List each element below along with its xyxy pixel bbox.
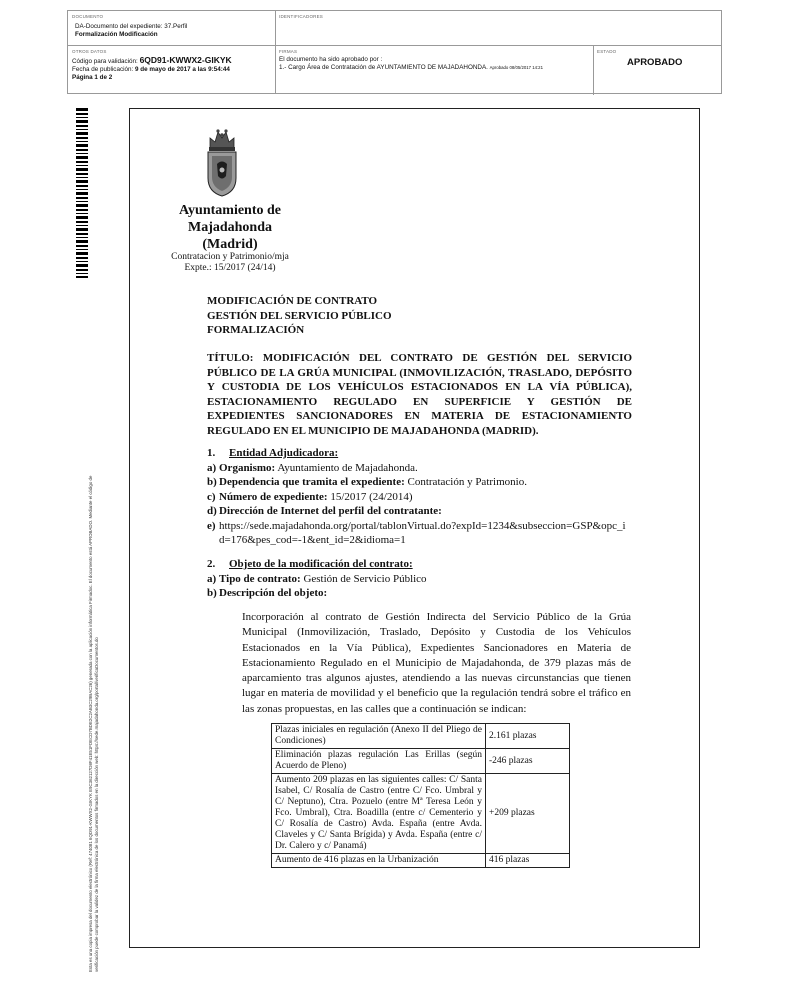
section-entidad-adjudicadora — [207, 446, 632, 548]
header-col-divider-estado — [593, 45, 594, 95]
table-cell-value: +209 plazas — [486, 774, 570, 854]
documento-cell — [72, 14, 187, 39]
barcode-image — [76, 108, 88, 278]
section-objeto-modificacion — [207, 557, 632, 601]
otros-datos-cell — [72, 49, 272, 82]
item-key: b) — [207, 476, 217, 488]
verification-line1: Esta es una copia impresa del documento electrónico (Ref: 474081 6QD91-KWWX2-GIKYK E9C362127D8F41E51FDECD7BDE2C2AB3C29BAC26) generada con la aplicación informática Firmadoc. El documento está APROBADO. Mediante el código de — [88, 475, 93, 972]
table-cell-desc: Eliminación plazas regulación Las Erillas (según Acuerdo de Pleno) — [272, 749, 486, 774]
codigo-validacion[interactable] — [72, 56, 272, 66]
org-line2: Majadahonda — [187, 220, 273, 235]
estado-label: ESTADO — [597, 49, 617, 54]
s1-item-a — [207, 461, 632, 476]
table-cell-value: 416 plazas — [486, 854, 570, 868]
firmas-aprobado-fecha: Aprobado 08/05/2017 14:21 — [489, 65, 543, 70]
verification-line2[interactable]: verificación puede comprobar la validez de la firma electrónica de los documentos firmados en la dirección web: https://sede.majadahonda.org/portal/verificaDocumentos.do — [93, 637, 99, 972]
table-row — [272, 749, 570, 774]
item-value: Ayuntamiento de Majadahonda. — [275, 461, 418, 474]
firmas-line1: El documento ha sido aprobado por : — [279, 56, 383, 63]
firmas-line2 — [279, 64, 589, 72]
org-line3: (Madrid) — [202, 237, 258, 252]
municipal-crest-icon — [202, 126, 242, 198]
fecha-prefix: Fecha de publicación: — [72, 66, 134, 73]
table-cell-desc: Aumento de 416 plazas en la Urbanización — [272, 854, 486, 868]
estado-cell — [597, 49, 717, 68]
section1-title: Entidad Adjudicadora: — [229, 447, 339, 459]
document-headings — [207, 294, 632, 338]
pagina: Página 1 de 2 — [72, 74, 113, 81]
item-key: e) — [207, 519, 216, 532]
titulo-label: TÍTULO — [207, 352, 250, 364]
table-cell-value: 2.161 plazas — [486, 724, 570, 749]
plazas-table — [271, 723, 570, 868]
s2-item-a — [207, 572, 632, 587]
firmas-cell — [279, 49, 589, 72]
titulo-text: : MODIFICACIÓN DEL CONTRATO DE GESTIÓN DEL SERVICIO PÚBLICO DE LA GRÚA MUNICIPAL (INMOVILIZACIÓN, TRASLADO, DEPÓSITO Y CUSTODIA DE LOS VEHÍCULOS ESTACIONADOS EN LA VÍA PÚBLICA), ESTACIONAMIENTO REGULADO EN SUPERFICIE Y GESTIÓN DE EXPEDIENTES SANCIONADORES EN MATERIA DE ESTACIONAMIENTO REGULADO EN EL MUNICIPIO DE MAJADAHONDA (MADRID). — [207, 352, 632, 437]
heading-modificacion: MODIFICACIÓN DE CONTRATO — [207, 295, 378, 307]
organization-name — [160, 202, 300, 253]
section1-heading — [207, 446, 632, 461]
item-value: Gestión de Servicio Público — [300, 572, 427, 585]
descripcion-paragraph: Incorporación al contrato de Gestión Indirecta del Servicio Público de la Grúa Municipal (Inmovilización, Traslado, Depósito y Custodia de los Vehículos Estacionados en la Vía Pública), Expedientes Sancionadores en Materia de Estacionamiento Regulado en el Municipio de Majadahonda, de 379 plazas más de aparcamiento tras algunos ajustes, atendiendo a las nuevas circunstancias que tienen lugar en materia de movilidad y el beneficio que la regulación tendrá sobre el tráfico en las zonas propuestas, en las calles que a continuación se indican: — [242, 611, 631, 715]
firmas-cargo: 1.- Cargo Área de Contratación de AYUNTAMIENTO DE MAJADAHONDA. — [279, 64, 488, 71]
item-label: Descripción del objeto: — [219, 587, 328, 599]
s2-item-b — [207, 586, 632, 601]
s1-item-e — [207, 519, 632, 548]
item-label: Dirección de Internet del perfil del contratante: — [219, 505, 442, 517]
item-value: 15/2017 (24/2014) — [327, 490, 413, 503]
item-value: Contratación y Patrimonio. — [404, 476, 527, 488]
perfil-contratante-link[interactable]: https://sede.majadahonda.org/portal/tablonVirtual.do?expId=1234&subseccion=GSP&opc_id=176&pes_cod=-1&ent_id=2&idioma=1 — [219, 519, 626, 546]
table-row — [272, 854, 570, 868]
section2-title: Objeto de la modificación del contrato: — [229, 558, 413, 570]
header-row-divider — [68, 45, 721, 46]
codigo-prefix: Código para validación: — [72, 58, 138, 65]
s1-item-c — [207, 490, 632, 505]
table-cell-desc: Aumento 209 plazas en las siguientes calles: C/ Santa Isabel, C/ Rosalía de Castro (entre C/ Fco. Umbral y C/ Neptuno), Ctra. Pozuelo (entre Mª Teresa León y Fco. Umbral), Ctra. Boadilla (entre c/ Cementerio y C/ Rosalía de Castro) Avda. España (entre Avda. Claveles y C/ Santa Brígida) y Avda. España (entre c/ Dr. Calero y c/ Panamá) — [272, 774, 486, 854]
documento-label: DOCUMENTO — [72, 14, 104, 19]
item-label: Tipo de contrato: — [219, 572, 301, 585]
verification-sidebar-text — [88, 292, 99, 972]
estado-value: APROBADO — [627, 57, 683, 68]
document-title — [207, 351, 632, 438]
identificadores-label: IDENTIFICADORES — [279, 14, 324, 19]
documento-value-line1: DA-Documento del expediente: 37.Perfil — [75, 23, 188, 30]
item-label: Organismo: — [219, 461, 276, 474]
department-name: Contratacion y Patrimonio/mja — [171, 252, 289, 262]
documento-value-line2: Formalización Modificación — [75, 31, 158, 38]
table-cell-value: -246 plazas — [486, 749, 570, 774]
fecha-publicacion — [72, 66, 272, 74]
heading-gestion: GESTIÓN DEL SERVICIO PÚBLICO — [207, 309, 392, 322]
item-label: Número de expediente: — [219, 490, 328, 503]
expediente-ref: Expte.: 15/2017 (24/14) — [184, 263, 276, 273]
header-col-divider — [275, 11, 276, 93]
table-cell-desc: Plazas iniciales en regulación (Anexo II del Pliego de Condiciones) — [272, 724, 486, 749]
identificadores-cell — [279, 14, 323, 19]
department-info — [160, 252, 300, 274]
s1-item-d — [207, 504, 632, 519]
document-header — [67, 10, 722, 94]
item-key: a) — [207, 572, 217, 585]
section2-number: 2. — [207, 558, 216, 570]
org-line1: Ayuntamiento de — [178, 203, 282, 218]
firmas-label: FIRMAS — [279, 49, 298, 54]
table-row — [272, 774, 570, 854]
s1-item-b — [207, 475, 632, 490]
codigo-value[interactable]: 6QD91-KWWX2-GIKYK — [139, 55, 232, 65]
item-key: d) — [207, 505, 217, 517]
heading-formalizacion: FORMALIZACIÓN — [207, 324, 305, 336]
item-key: b) — [207, 587, 217, 599]
section2-heading — [207, 557, 632, 572]
table-row — [272, 724, 570, 749]
fecha-value: 9 de mayo de 2017 a las 9:54:44 — [135, 66, 230, 73]
item-label: Dependencia que tramita el expediente: — [219, 476, 405, 488]
item-key: a) — [207, 461, 217, 474]
item-key: c) — [207, 490, 216, 503]
otros-datos-label: OTROS DATOS — [72, 49, 107, 54]
section1-number: 1. — [207, 447, 216, 459]
